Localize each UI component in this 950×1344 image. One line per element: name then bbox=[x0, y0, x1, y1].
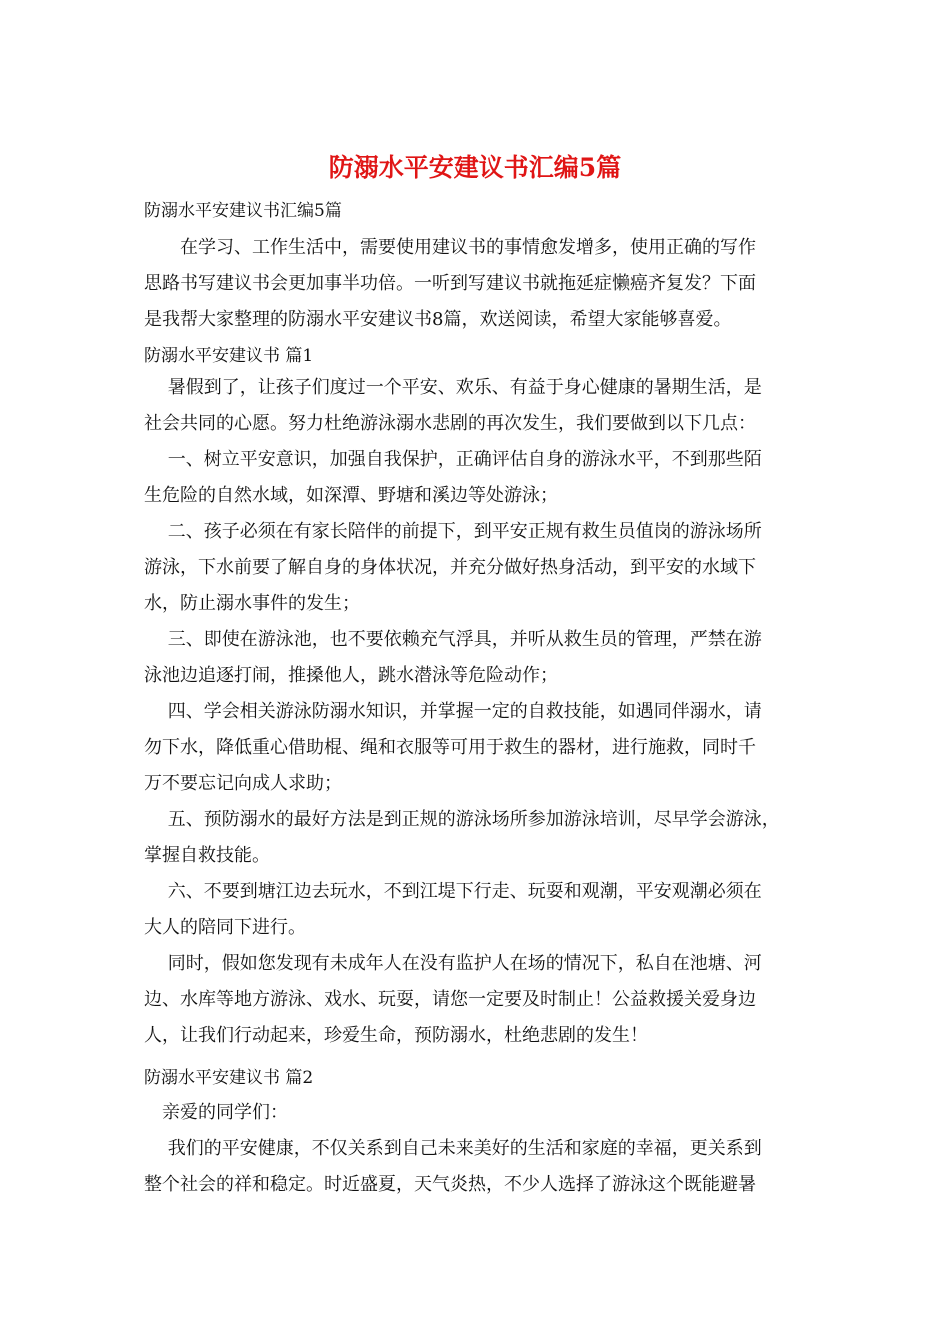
body-line: 万不要忘记向成人求助； bbox=[144, 773, 342, 794]
body-line: 整个社会的祥和稳定。时近盛夏，天气炎热，不少人选择了游泳这个既能避暑 bbox=[144, 1174, 756, 1195]
intro-paragraph bbox=[144, 230, 814, 338]
section2-heading bbox=[144, 1060, 814, 1096]
body-line: 勿下水，降低重心借助棍、绳和衣服等可用于救生的器材，进行施救，同时千 bbox=[144, 737, 756, 758]
body-line: 边、水库等地方游泳、戏水、玩耍，请您一定要及时制止！公益救援关爱身边 bbox=[144, 989, 756, 1010]
body-line: 亲爱的同学们： bbox=[144, 1102, 288, 1123]
body-line: 掌握自救技能。 bbox=[144, 845, 270, 866]
body-line: 六、不要到塘江边去玩水，不到江堤下行走、玩耍和观潮，平安观潮必须在 bbox=[144, 881, 762, 902]
body-line: 人，让我们行动起来，珍爱生命，预防溺水，杜绝悲剧的发生！ bbox=[144, 1025, 648, 1046]
body-line: 暑假到了，让孩子们度过一个平安、欢乐、有益于身心健康的暑期生活，是 bbox=[144, 377, 762, 398]
body-line: 二、孩子必须在有家长陪伴的前提下，到平安正规有救生员值岗的游泳场所 bbox=[144, 521, 762, 542]
section1-heading bbox=[144, 338, 814, 374]
section-heading-text: 防溺水平安建议书 篇1 bbox=[144, 346, 314, 366]
section2-body bbox=[144, 1095, 814, 1203]
intro-line: 是我帮大家整理的防溺水平安建议书8篇，欢送阅读，希望大家能够喜爱。 bbox=[144, 309, 732, 330]
document-title: 防溺水平安建议书汇编5篇 bbox=[328, 153, 622, 182]
body-line: 四、学会相关游泳防溺水知识，并掌握一定的自救技能，如遇同伴溺水，请 bbox=[144, 701, 762, 722]
intro-line: 思路书写建议书会更加事半功倍。一听到写建议书就拖延症懒癌齐复发？下面 bbox=[144, 273, 756, 294]
body-line: 三、即使在游泳池，也不要依赖充气浮具，并听从救生员的管理，严禁在游 bbox=[144, 629, 762, 650]
body-line: 游泳，下水前要了解自身的身体状况，并充分做好热身活动，到平安的水域下 bbox=[144, 557, 756, 578]
section-heading-text: 防溺水平安建议书 篇2 bbox=[144, 1068, 314, 1088]
body-line: 泳池边追逐打闹，推搡他人，跳水潜泳等危险动作； bbox=[144, 665, 558, 686]
body-line: 社会共同的心愿。努力杜绝游泳溺水悲剧的再次发生，我们要做到以下几点： bbox=[144, 413, 756, 434]
subtitle-line: 防溺水平安建议书汇编5篇 bbox=[144, 201, 342, 221]
body-line: 一、树立平安意识，加强自我保护，正确评估自身的游泳水平，不到那些陌 bbox=[144, 449, 762, 470]
document-subtitle bbox=[144, 193, 814, 229]
section1-body bbox=[144, 370, 814, 1054]
body-line: 五、预防溺水的最好方法是到正规的游泳场所参加游泳培训，尽早学会游泳， bbox=[144, 809, 780, 830]
body-line: 同时，假如您发现有未成年人在没有监护人在场的情况下，私自在池塘、河 bbox=[144, 953, 762, 974]
body-line: 大人的陪同下进行。 bbox=[144, 917, 306, 938]
intro-line: 在学习、工作生活中，需要使用建议书的事情愈发增多，使用正确的写作 bbox=[144, 237, 756, 258]
body-line: 生危险的自然水域，如深潭、野塘和溪边等处游泳； bbox=[144, 485, 558, 506]
body-line: 我们的平安健康，不仅关系到自己未来美好的生活和家庭的幸福，更关系到 bbox=[144, 1138, 762, 1159]
body-line: 水，防止溺水事件的发生； bbox=[144, 593, 360, 614]
